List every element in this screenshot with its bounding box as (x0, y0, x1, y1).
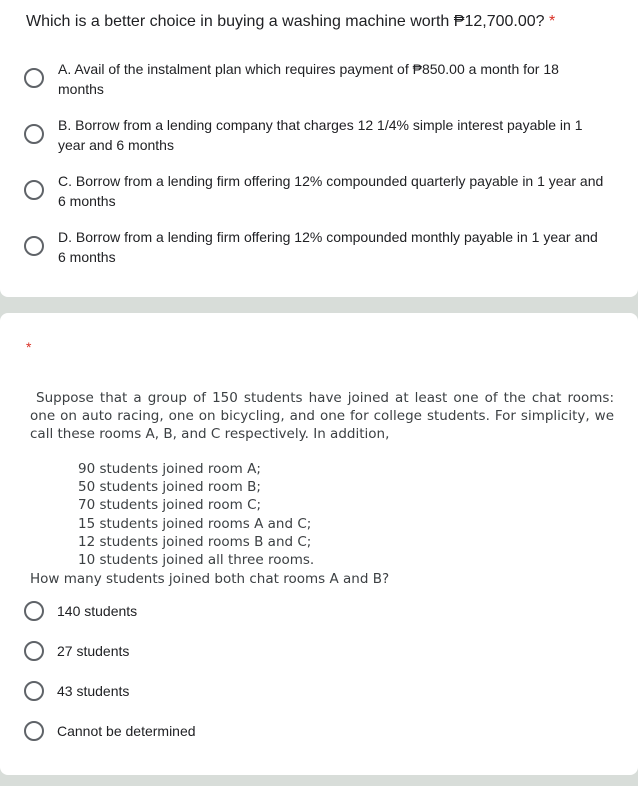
fact-item: 90 students joined room A; (78, 461, 261, 477)
option-3-label: 43 students (57, 683, 130, 699)
option-a[interactable] (24, 59, 608, 99)
radio-button-b[interactable] (24, 124, 44, 144)
question-1-title (26, 11, 555, 33)
option-4-label: Cannot be determined (57, 723, 196, 739)
fact-item: 70 students joined room C; (78, 497, 262, 514)
question-2-text: How many students joined both chat rooms A and B? (30, 571, 390, 587)
option-1-label: 140 students (57, 603, 138, 619)
fact-item: 15 students joined rooms A and C; (78, 515, 312, 532)
option-43-students[interactable] (24, 681, 608, 701)
option-27-students[interactable] (24, 641, 608, 661)
required-marker: * (548, 13, 556, 30)
option-140-students[interactable] (24, 601, 608, 621)
question-2-paragraph: Suppose that a group of 150 students have joined at least one of the chat rooms: one on auto racing, one on bicycling, and one for college students. For simplicity, we call these rooms A, B, and C respectively. In addition, (30, 390, 614, 442)
radio-button-4[interactable] (24, 721, 44, 741)
fact-item: 10 students joined all three rooms. (78, 552, 315, 569)
option-b-label: B. Borrow from a lending company that charges 12 1/4% simple interest payable in 1 year and 6 months (58, 117, 583, 153)
option-a-label: A. Avail of the instalment plan which requires payment of ₱850.00 a month for 18 months (58, 61, 559, 97)
option-c-label: C. Borrow from a lending firm offering 12% compounded quarterly payable in 1 year and 6 months (58, 173, 604, 209)
radio-button-a[interactable] (24, 68, 44, 88)
option-2-label: 27 students (57, 643, 130, 659)
question-1-text: Which is a better choice in buying a washing machine worth ₱12,700.00? (26, 13, 545, 30)
option-d-label: D. Borrow from a lending firm offering 12% compounded monthly payable in 1 year and 6 months (58, 229, 598, 265)
option-b[interactable] (24, 115, 608, 155)
fact-item: 12 students joined rooms B and C; (78, 533, 312, 550)
option-d[interactable] (24, 227, 608, 267)
radio-button-1[interactable] (24, 601, 44, 621)
radio-button-d[interactable] (24, 236, 44, 256)
radio-button-c[interactable] (24, 180, 44, 200)
fact-item: 50 students joined room B; (78, 479, 261, 496)
option-cannot-be-determined[interactable] (24, 721, 608, 741)
required-marker-2: * (26, 339, 32, 355)
radio-button-3[interactable] (24, 681, 44, 701)
option-c[interactable] (24, 171, 608, 211)
facts-list (78, 460, 314, 569)
radio-button-2[interactable] (24, 641, 44, 661)
question-card-1 (0, 0, 638, 297)
